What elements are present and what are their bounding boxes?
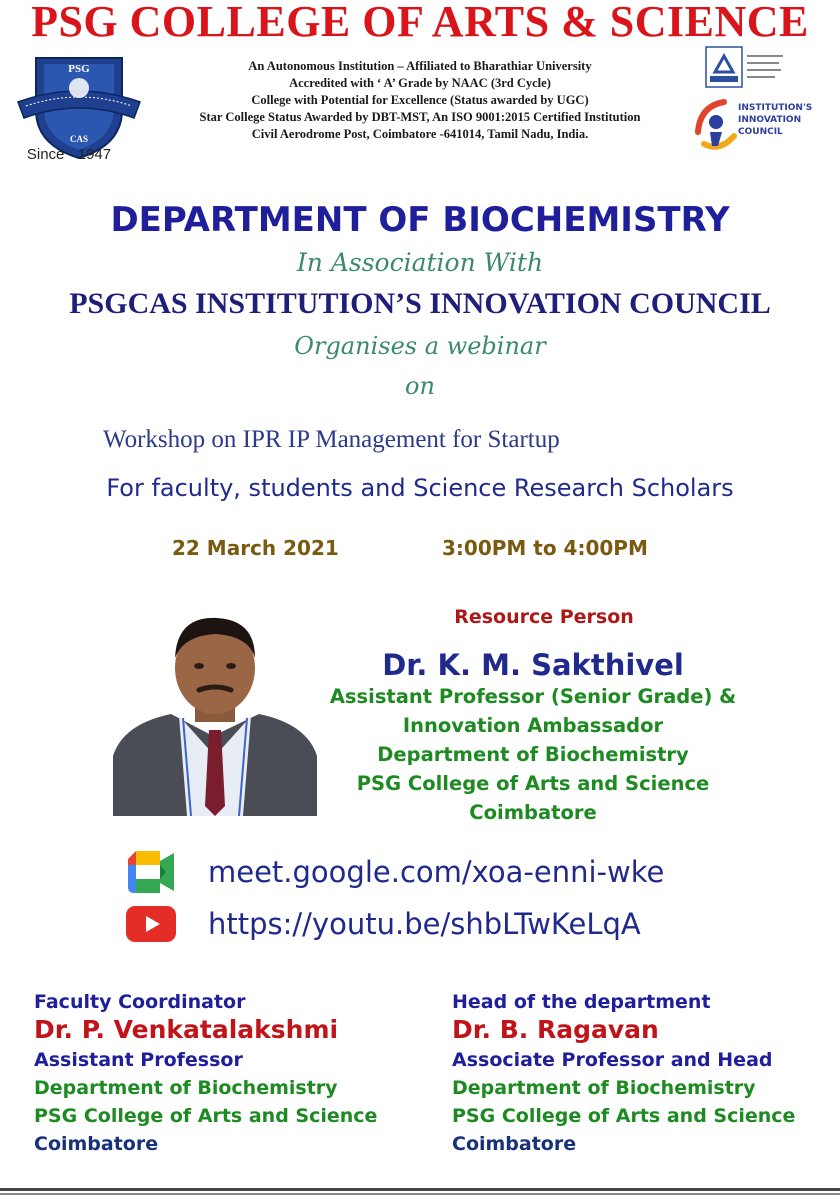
college-title: PSG COLLEGE OF ARTS & SCIENCE <box>31 0 809 46</box>
crest-top-text: PSG <box>68 63 90 75</box>
crest-bottom-text: CAS <box>69 134 89 144</box>
faculty-coordinator-role: Faculty Coordinator <box>34 991 246 1013</box>
affiliation-line: Civil Aerodrome Post, Coimbatore -641014, Tamil Nadu, India. <box>251 127 589 141</box>
resource-person-line: Innovation Ambassador <box>402 714 664 737</box>
council-title: PSGCAS INSTITUTION’S INNOVATION COUNCIL <box>69 287 771 320</box>
bottom-divider <box>0 1188 840 1191</box>
event-time: 3:00PM to 4:00PM <box>442 536 648 560</box>
affiliation-line: Star College Status Awarded by DBT-MST, An ISO 9001:2015 Certified Institution <box>199 110 641 124</box>
faculty-coordinator-dept: Department of Biochemistry <box>34 1077 338 1099</box>
event-date: 22 March 2021 <box>172 536 339 560</box>
hod-block <box>452 990 795 1158</box>
association-text: In Association With <box>296 248 544 277</box>
iic-line-1: INSTITUTION'S <box>738 103 813 113</box>
resource-person-line: PSG College of Arts and Science <box>356 772 710 795</box>
faculty-coordinator-city: Coimbatore <box>34 1133 159 1155</box>
resource-person-block <box>318 606 748 827</box>
organises-text: Organises a webinar <box>294 332 546 360</box>
faculty-coordinator-block <box>34 990 377 1158</box>
workshop-title: Workshop on IPR IP Management for Startup <box>103 426 560 453</box>
hod-college: PSG College of Arts and Science <box>452 1105 796 1127</box>
resource-person-name: Dr. K. M. Sakthivel <box>382 648 684 682</box>
iic-line-3: COUNCIL <box>738 127 783 137</box>
hod-role: Head of the department <box>452 991 711 1013</box>
faculty-coordinator-name: Dr. P. Venkatalakshmi <box>34 1015 339 1044</box>
resource-person-photo <box>113 606 317 816</box>
bottom-divider <box>0 1193 840 1195</box>
resource-person-label: Resource Person <box>454 606 634 628</box>
iic-line-2: INNOVATION <box>738 115 802 125</box>
affiliation-block <box>140 58 700 143</box>
google-meet-icon <box>126 851 176 893</box>
hod-title: Associate Professor and Head <box>452 1049 773 1071</box>
hod-name: Dr. B. Ragavan <box>452 1015 659 1044</box>
hod-dept: Department of Biochemistry <box>452 1077 756 1099</box>
resource-person-line: Coimbatore <box>469 801 597 824</box>
hod-city: Coimbatore <box>452 1133 577 1155</box>
department-title: DEPARTMENT OF BIOCHEMISTRY <box>110 200 730 240</box>
resource-person-line: Assistant Professor (Senior Grade) & <box>329 685 737 708</box>
affiliation-line: An Autonomous Institution – Affiliated to Bharathiar University <box>248 59 592 73</box>
faculty-coordinator-college: PSG College of Arts and Science <box>34 1105 378 1127</box>
youtube-link[interactable]: https://youtu.be/shbLTwKeLqA <box>208 907 641 941</box>
iic-logo <box>690 92 820 154</box>
youtube-link-row[interactable] <box>126 906 641 942</box>
since-text: Since - 1947 <box>26 146 112 163</box>
resource-person-line: Department of Biochemistry <box>377 743 689 766</box>
audience-text: For faculty, students and Science Research Scholars <box>106 474 734 502</box>
on-text: on <box>405 372 435 400</box>
meet-link-row[interactable] <box>126 851 664 893</box>
meet-link[interactable]: meet.google.com/xoa-enni-wke <box>208 855 665 889</box>
youtube-icon <box>126 906 176 942</box>
iso-certification-badge <box>705 46 787 88</box>
faculty-coordinator-title: Assistant Professor <box>34 1049 243 1071</box>
affiliation-line: Accredited with ‘ A’ Grade by NAAC (3rd Cycle) <box>289 76 551 90</box>
affiliation-line: College with Potential for Excellence (Status awarded by UGC) <box>251 93 589 107</box>
